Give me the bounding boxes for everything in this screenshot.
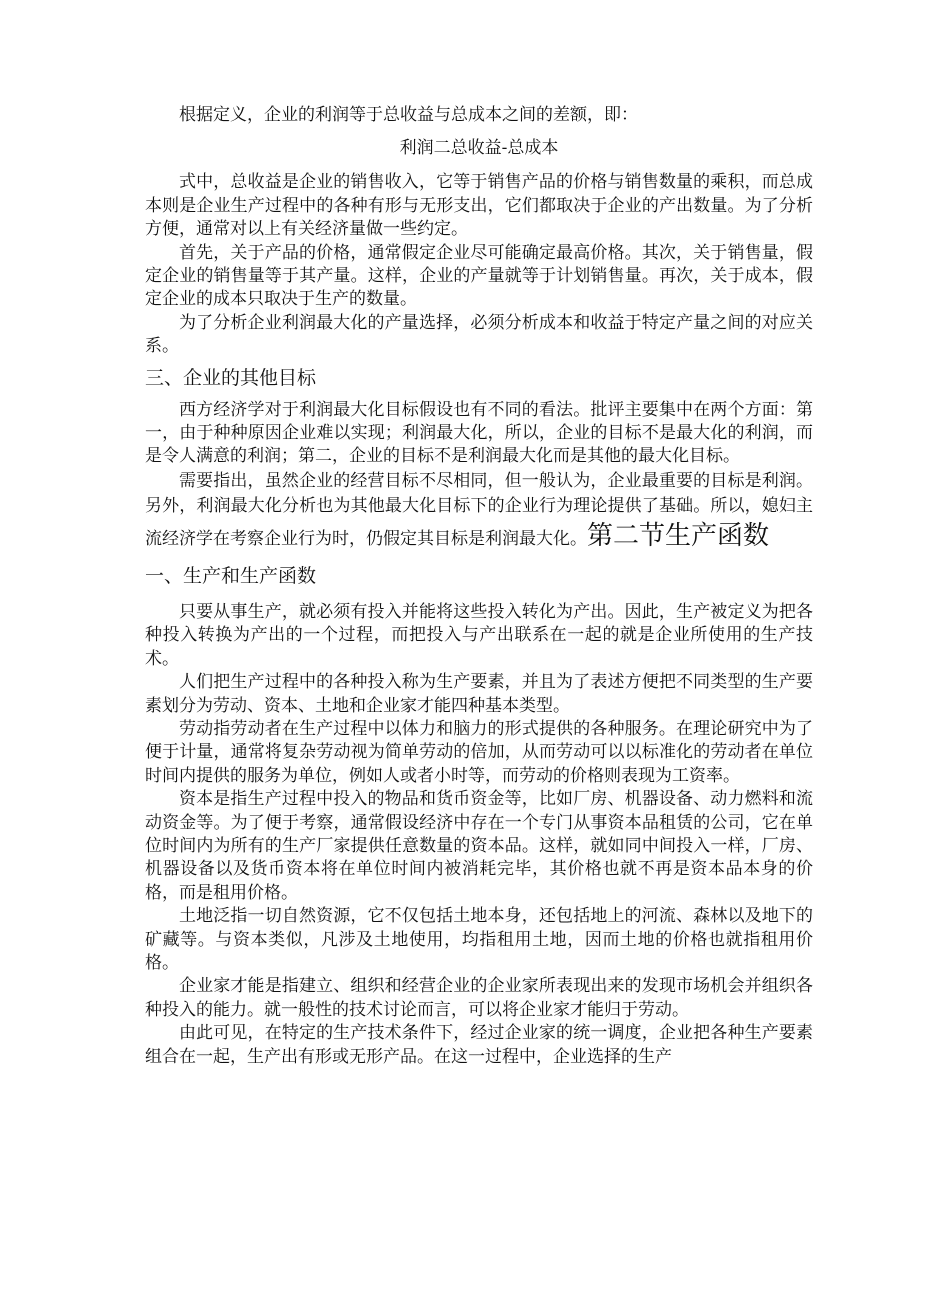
paragraph-criticism: 西方经济学对于利润最大化目标假设也有不同的看法。批评主要集中在两个方面：第一，由于种种原因企业难以实现；利润最大化，所以，企业的目标不是最大化的利润，而是令人满意的利润；第二，企业的目标不是利润最大化而是其他的最大化目标。 (145, 399, 813, 467)
heading-production-function: 一、生产和生产函数 (145, 564, 317, 587)
paragraph-entrepreneurship: 企业家才能是指建立、组织和经营企业的企业家所表现出来的发现市场机会并组织各种投入的能力。就一般性的技术讨论而言，可以将企业家才能归于劳动。 (145, 976, 813, 1020)
profit-formula: 利润二总收益-总成本 (399, 138, 559, 159)
paragraph-conclusion: 由此可见，在特定的生产技术条件下，经过企业家的统一调度，企业把各种生产要素组合在一起，生产出有形或无形产品。在这一过程中，企业选择的生产 (145, 1023, 813, 1067)
paragraph-capital: 资本是指生产过程中投入的物品和货币资金等，比如厂房、机器设备、动力燃料和流动资金等。为了便于考察，通常假设经济中存在一个专门从事资本品租赁的公司，它在单位时间内为所有的生产厂家提供任意数量的资本品。这样，就如同中间投入一样，厂房、机器设备以及货币资本将在单位时间内被消耗完毕，其价格也就不再是资本品本身的价格，而是租用价格。 (145, 789, 813, 903)
paragraph-land: 土地泛指一切自然资源，它不仅包括土地本身，还包括地上的河流、森林以及地下的矿藏等。与资本类似，凡涉及土地使用，均指租用土地，因而土地的价格也就指租用价格。 (145, 906, 813, 973)
paragraph-production-definition: 只要从事生产，就必须有投入并能将这些投入转化为产出。因此，生产被定义为把各种投入转换为产出的一个过程，而把投入与产出联系在一起的就是企业所使用的生产技术。 (145, 601, 813, 669)
heading-other-goals: 三、企业的其他目标 (145, 366, 317, 389)
paragraph-revenue-cost: 式中，总收益是企业的销售收入，它等于销售产品的价格与销售数量的乘积，而总成本则是企业生产过程中的各种有形与无形支出，它们都取决于企业的产出数量。为了分析方便，通常对以上有关经济量做一些约定。 (145, 172, 813, 240)
paragraph-factors: 人们把生产过程中的各种投入称为生产要素，并且为了表述方便把不同类型的生产要素划分为劳动、资本、土地和企业家才能四种基本类型。 (145, 672, 813, 716)
paragraph-labor: 劳动指劳动者在生产过程中以体力和脑力的形式提供的各种服务。在理论研究中为了便于计量，通常将复杂劳动视为简单劳动的倍加，从而劳动可以以标准化的劳动者在单位时间内提供的服务为单位，例如人或者小时等，而劳动的价格则表现为工资率。 (145, 718, 813, 786)
document-page (145, 104, 813, 1069)
paragraph-profit-goal-text: 需要指出，虽然企业的经营目标不尽相同，但一般认为，企业最重要的目标是利润。另外，利润最大化分析也为其他最大化目标下的企业行为理论提供了基础。所以，媳妇主流经济学在考察企业行为时，仍假定其目标是利润最大化。 (145, 470, 813, 549)
paragraph-profit-maximization: 为了分析企业利润最大化的产量选择，必须分析成本和收益于特定产量之间的对应关系。 (145, 312, 813, 357)
paragraph-assumptions: 首先，关于产品的价格，通常假定企业尽可能确定最高价格。其次，关于销售量，假定企业的销售量等于其产量。这样，企业的产量就等于计划销售量。再次，关于成本，假定企业的成本只取决于生产的数量。 (145, 242, 813, 310)
paragraph-profit-goal (145, 469, 813, 553)
section-title: 第二节生产函数 (587, 520, 770, 551)
paragraph-profit-definition: 根据定义，企业的利润等于总收益与总成本之间的差额，即： (179, 105, 638, 125)
